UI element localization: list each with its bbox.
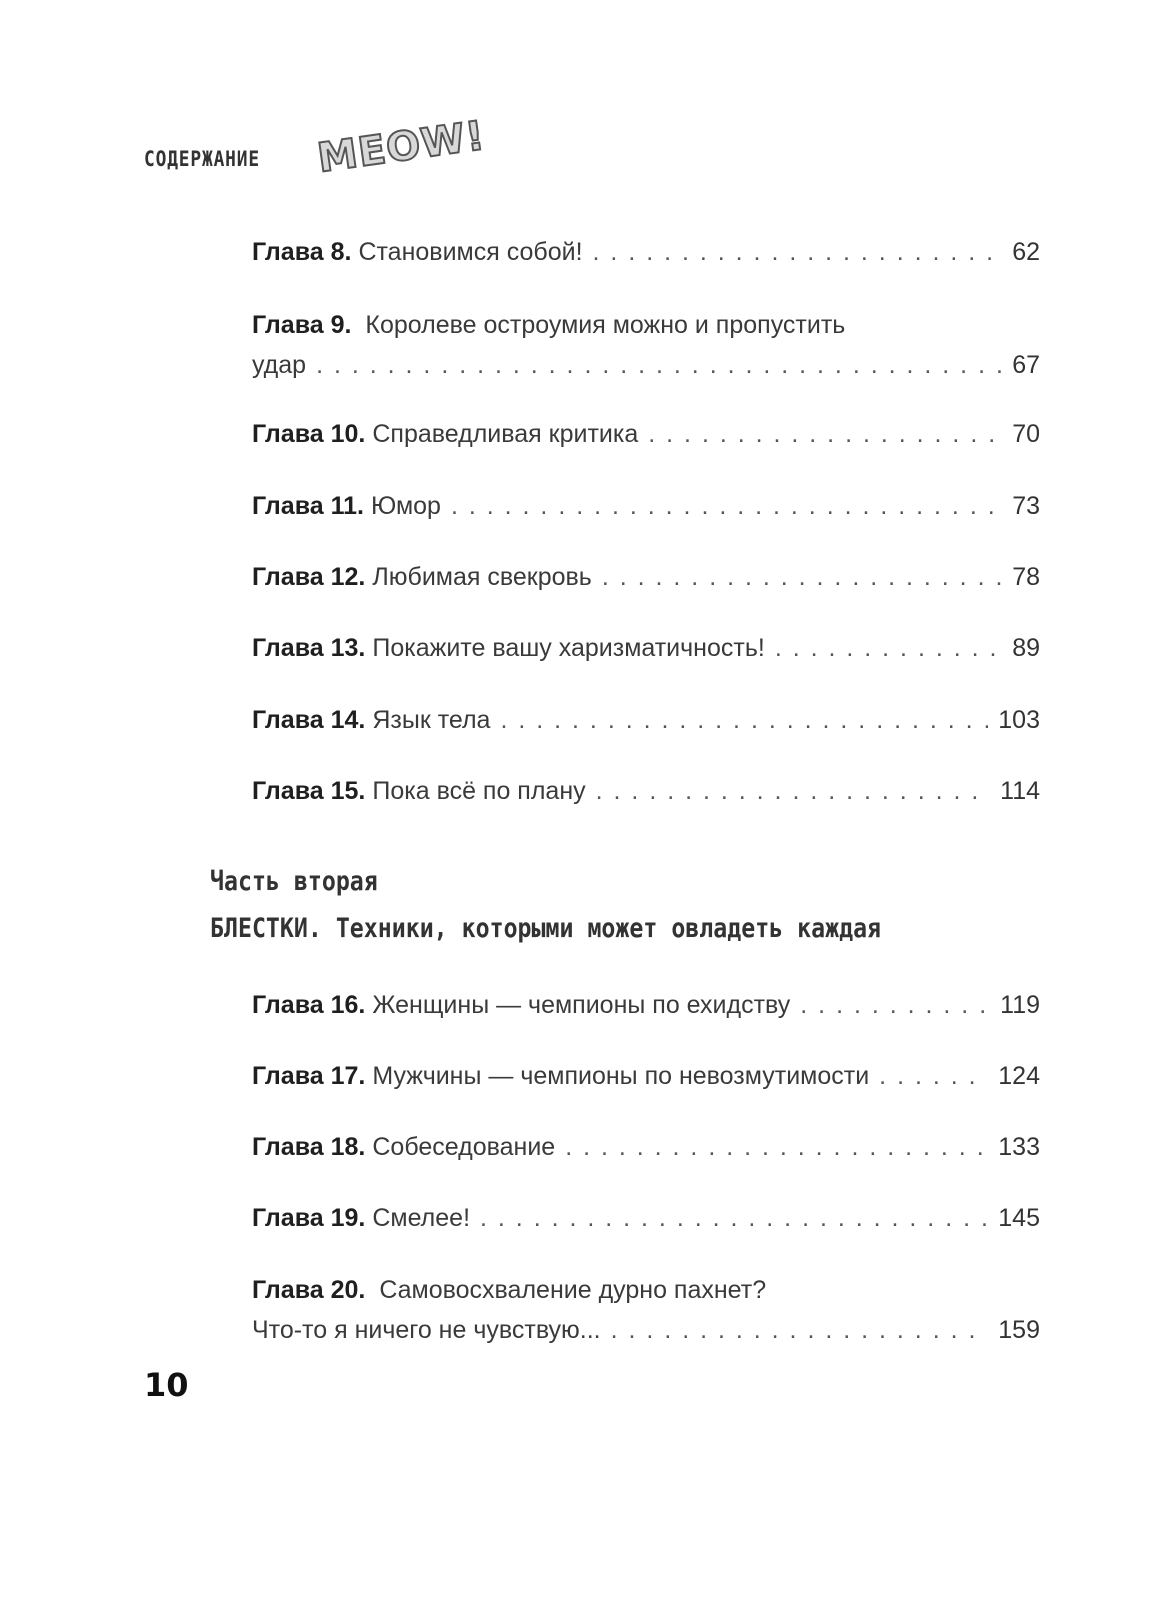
meow-logo: MEOW! [314, 112, 489, 182]
dot-leader [316, 345, 1002, 385]
toc-entry-chapter-17[interactable] [252, 1056, 1040, 1096]
dot-leader [500, 700, 988, 740]
dot-leader [593, 232, 1003, 272]
chapter-number: Глава 20. [252, 1276, 366, 1304]
dot-leader [480, 1198, 988, 1238]
page-number: 114 [1000, 777, 1040, 805]
chapter-title: Собеседование [372, 1133, 556, 1161]
toc-entry-chapter-13[interactable] [252, 628, 1040, 668]
chapter-title: Становимся собой! [358, 238, 583, 266]
toc-entry-chapter-16[interactable] [252, 985, 1040, 1025]
dot-leader [648, 414, 1002, 454]
page-number: 159 [998, 1316, 1040, 1344]
page-number: 89 [1012, 634, 1040, 662]
page-number: 62 [1012, 238, 1040, 266]
dot-leader [775, 628, 1002, 668]
dot-leader [611, 1310, 989, 1350]
section-header: СОДЕРЖАНИЕ [144, 147, 260, 171]
part-label: Часть вторая [210, 866, 378, 897]
page-number: 124 [998, 1062, 1040, 1090]
chapter-number: Глава 18. [252, 1133, 366, 1161]
toc-entry-chapter-18[interactable] [252, 1127, 1040, 1167]
toc-entry-chapter-11[interactable] [252, 486, 1040, 526]
dot-leader [565, 1127, 988, 1167]
chapter-title: Любимая свекровь [372, 563, 592, 591]
chapter-number: Глава 17. [252, 1062, 366, 1090]
chapter-number: Глава 11. [252, 492, 364, 520]
dot-leader [596, 771, 991, 811]
dot-leader [451, 486, 1002, 526]
chapter-title-continued: Что-то я ничего не чувствую... [252, 1316, 601, 1344]
chapter-title: Справедливая критика [372, 420, 639, 448]
page-number: 78 [1012, 563, 1040, 591]
chapter-number: Глава 14. [252, 706, 366, 734]
chapter-title-continued: удар [252, 351, 307, 379]
chapter-title: Самовосхваление дурно пахнет? [379, 1276, 767, 1304]
page-number: 67 [1012, 351, 1040, 379]
toc-entry-chapter-8[interactable] [252, 232, 1040, 272]
page-number: 145 [998, 1204, 1040, 1232]
chapter-number: Глава 13. [252, 634, 366, 662]
chapter-title: Покажите вашу харизматичность! [372, 634, 765, 662]
chapter-title: Смелее! [372, 1204, 471, 1232]
toc-entry-chapter-20[interactable] [252, 1270, 1040, 1350]
toc-entry-chapter-15[interactable] [252, 771, 1040, 811]
chapter-title: Язык тела [372, 706, 491, 734]
chapter-title: Женщины — чемпионы по ехидству [372, 991, 791, 1019]
dot-leader [879, 1056, 988, 1096]
chapter-number: Глава 15. [252, 777, 366, 805]
toc-entry-chapter-14[interactable] [252, 700, 1040, 740]
dot-leader [800, 985, 990, 1025]
chapter-number: Глава 10. [252, 420, 366, 448]
toc-entry-chapter-12[interactable] [252, 557, 1040, 597]
chapter-title: Пока всё по плану [372, 777, 586, 805]
dot-leader [602, 557, 1002, 597]
page-folio: 10 [144, 1366, 189, 1404]
chapter-title: Королеве остроумия можно и пропустить [365, 311, 846, 339]
chapter-number: Глава 19. [252, 1204, 366, 1232]
page-number: 70 [1012, 420, 1040, 448]
page-number: 133 [998, 1133, 1040, 1161]
part-title: БЛЕСТКИ. Техники, которыми может овладеть каждая [210, 913, 882, 944]
chapter-title: Мужчины — чемпионы по невозмутимости [372, 1062, 870, 1090]
chapter-number: Глава 9. [252, 311, 352, 339]
chapter-title: Юмор [370, 492, 441, 520]
page-number: 73 [1012, 492, 1040, 520]
chapter-number: Глава 16. [252, 991, 366, 1019]
page-number: 103 [998, 706, 1040, 734]
chapter-number: Глава 8. [252, 238, 352, 266]
toc-entry-chapter-9[interactable] [252, 305, 1040, 385]
toc-entry-chapter-10[interactable] [252, 414, 1040, 454]
toc-entry-chapter-19[interactable] [252, 1198, 1040, 1238]
chapter-number: Глава 12. [252, 563, 366, 591]
page-number: 119 [1000, 991, 1040, 1019]
